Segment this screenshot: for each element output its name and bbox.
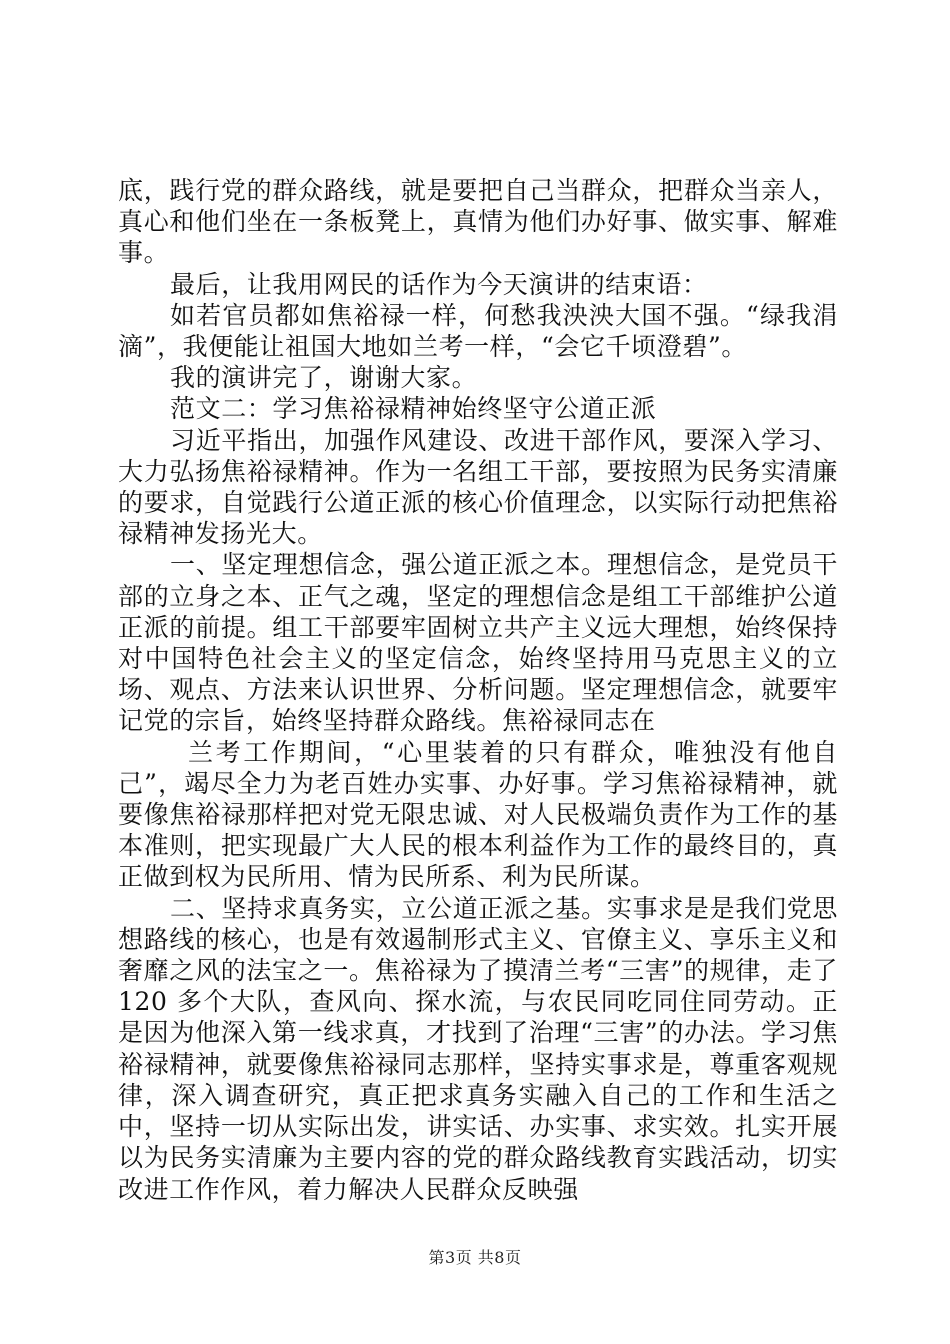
document-body <box>118 175 838 1205</box>
paragraph: 最后，让我用网民的话作为今天演讲的结束语： <box>170 269 708 299</box>
paragraph: 如若官员都如焦裕禄一样，何愁我泱泱大国不强。“绿我涓滴”，我便能让祖国大地如兰考一样，“会它千顷澄碧”。 <box>118 300 838 362</box>
paragraph: 二、坚持求真务实，立公道正派之基。实事求是是我们党思想路线的核心，也是有效遏制形式主义、官僚主义、享乐主义和奢靡之风的法宝之一。焦裕禄为了摸清兰考“三害”的规律，走了 120 多个大队，查风向、探水流，与农民同吃同住同劳动。正是因为他深入第一线求真，才找到了治理“三害”的办法。学习焦裕禄精神，就要像焦裕禄同志那样，坚持实事求是，尊重客观规律，深入调查研究，真正把求真务实融入自己的工作和生活之中，坚持一切从实际出发，讲实话、办实事、求实效。扎实开展以为民务实清廉为主要内容的党的群众路线教育实践活动，切实改进工作作风，着力解决人民群众反映强 <box>118 893 838 1204</box>
paragraph: 我的演讲完了，谢谢大家。 <box>170 363 478 393</box>
paragraph: 习近平指出，加强作风建设、改进干部作风，要深入学习、大力弘扬焦裕禄精神。作为一名组工干部，要按照为民务实清廉的要求，自觉践行公道正派的核心价值理念，以实际行动把焦裕禄精神发扬光大。 <box>118 425 838 549</box>
paragraph: 一、坚定理想信念，强公道正派之本。理想信念，是党员干部的立身之本、正气之魂，坚定的理想信念是组工干部维护公道正派的前提。组工干部要牢固树立共产主义远大理想，始终保持对中国特色社会主义的坚定信念，始终坚持用马克思主义的立场、观点、方法来认识世界、分析问题。坚定理想信念，就要牢记党的宗旨，始终坚持群众路线。焦裕禄同志在 <box>118 550 838 736</box>
section-heading: 范文二：学习焦裕禄精神始终坚守公道正派 <box>170 394 657 424</box>
paragraph: 底，践行党的群众路线，就是要把自己当群众，把群众当亲人，真心和他们坐在一条板凳上，真情为他们办好事、做实事、解难事。 <box>118 176 838 268</box>
paragraph: 兰考工作期间，“心里装着的只有群众，唯独没有他自己”，竭尽全力为老百姓办实事、办好事。学习焦裕禄精神，就要像焦裕禄那样把对党无限忠诚、对人民极端负责作为工作的基本准则，把实现最广大人民的根本利益作为工作的最终目的，真正做到权为民所用、情为民所系、利为民所谋。 <box>118 737 838 892</box>
page-number-footer: 第3页 共8页 <box>428 1248 522 1267</box>
